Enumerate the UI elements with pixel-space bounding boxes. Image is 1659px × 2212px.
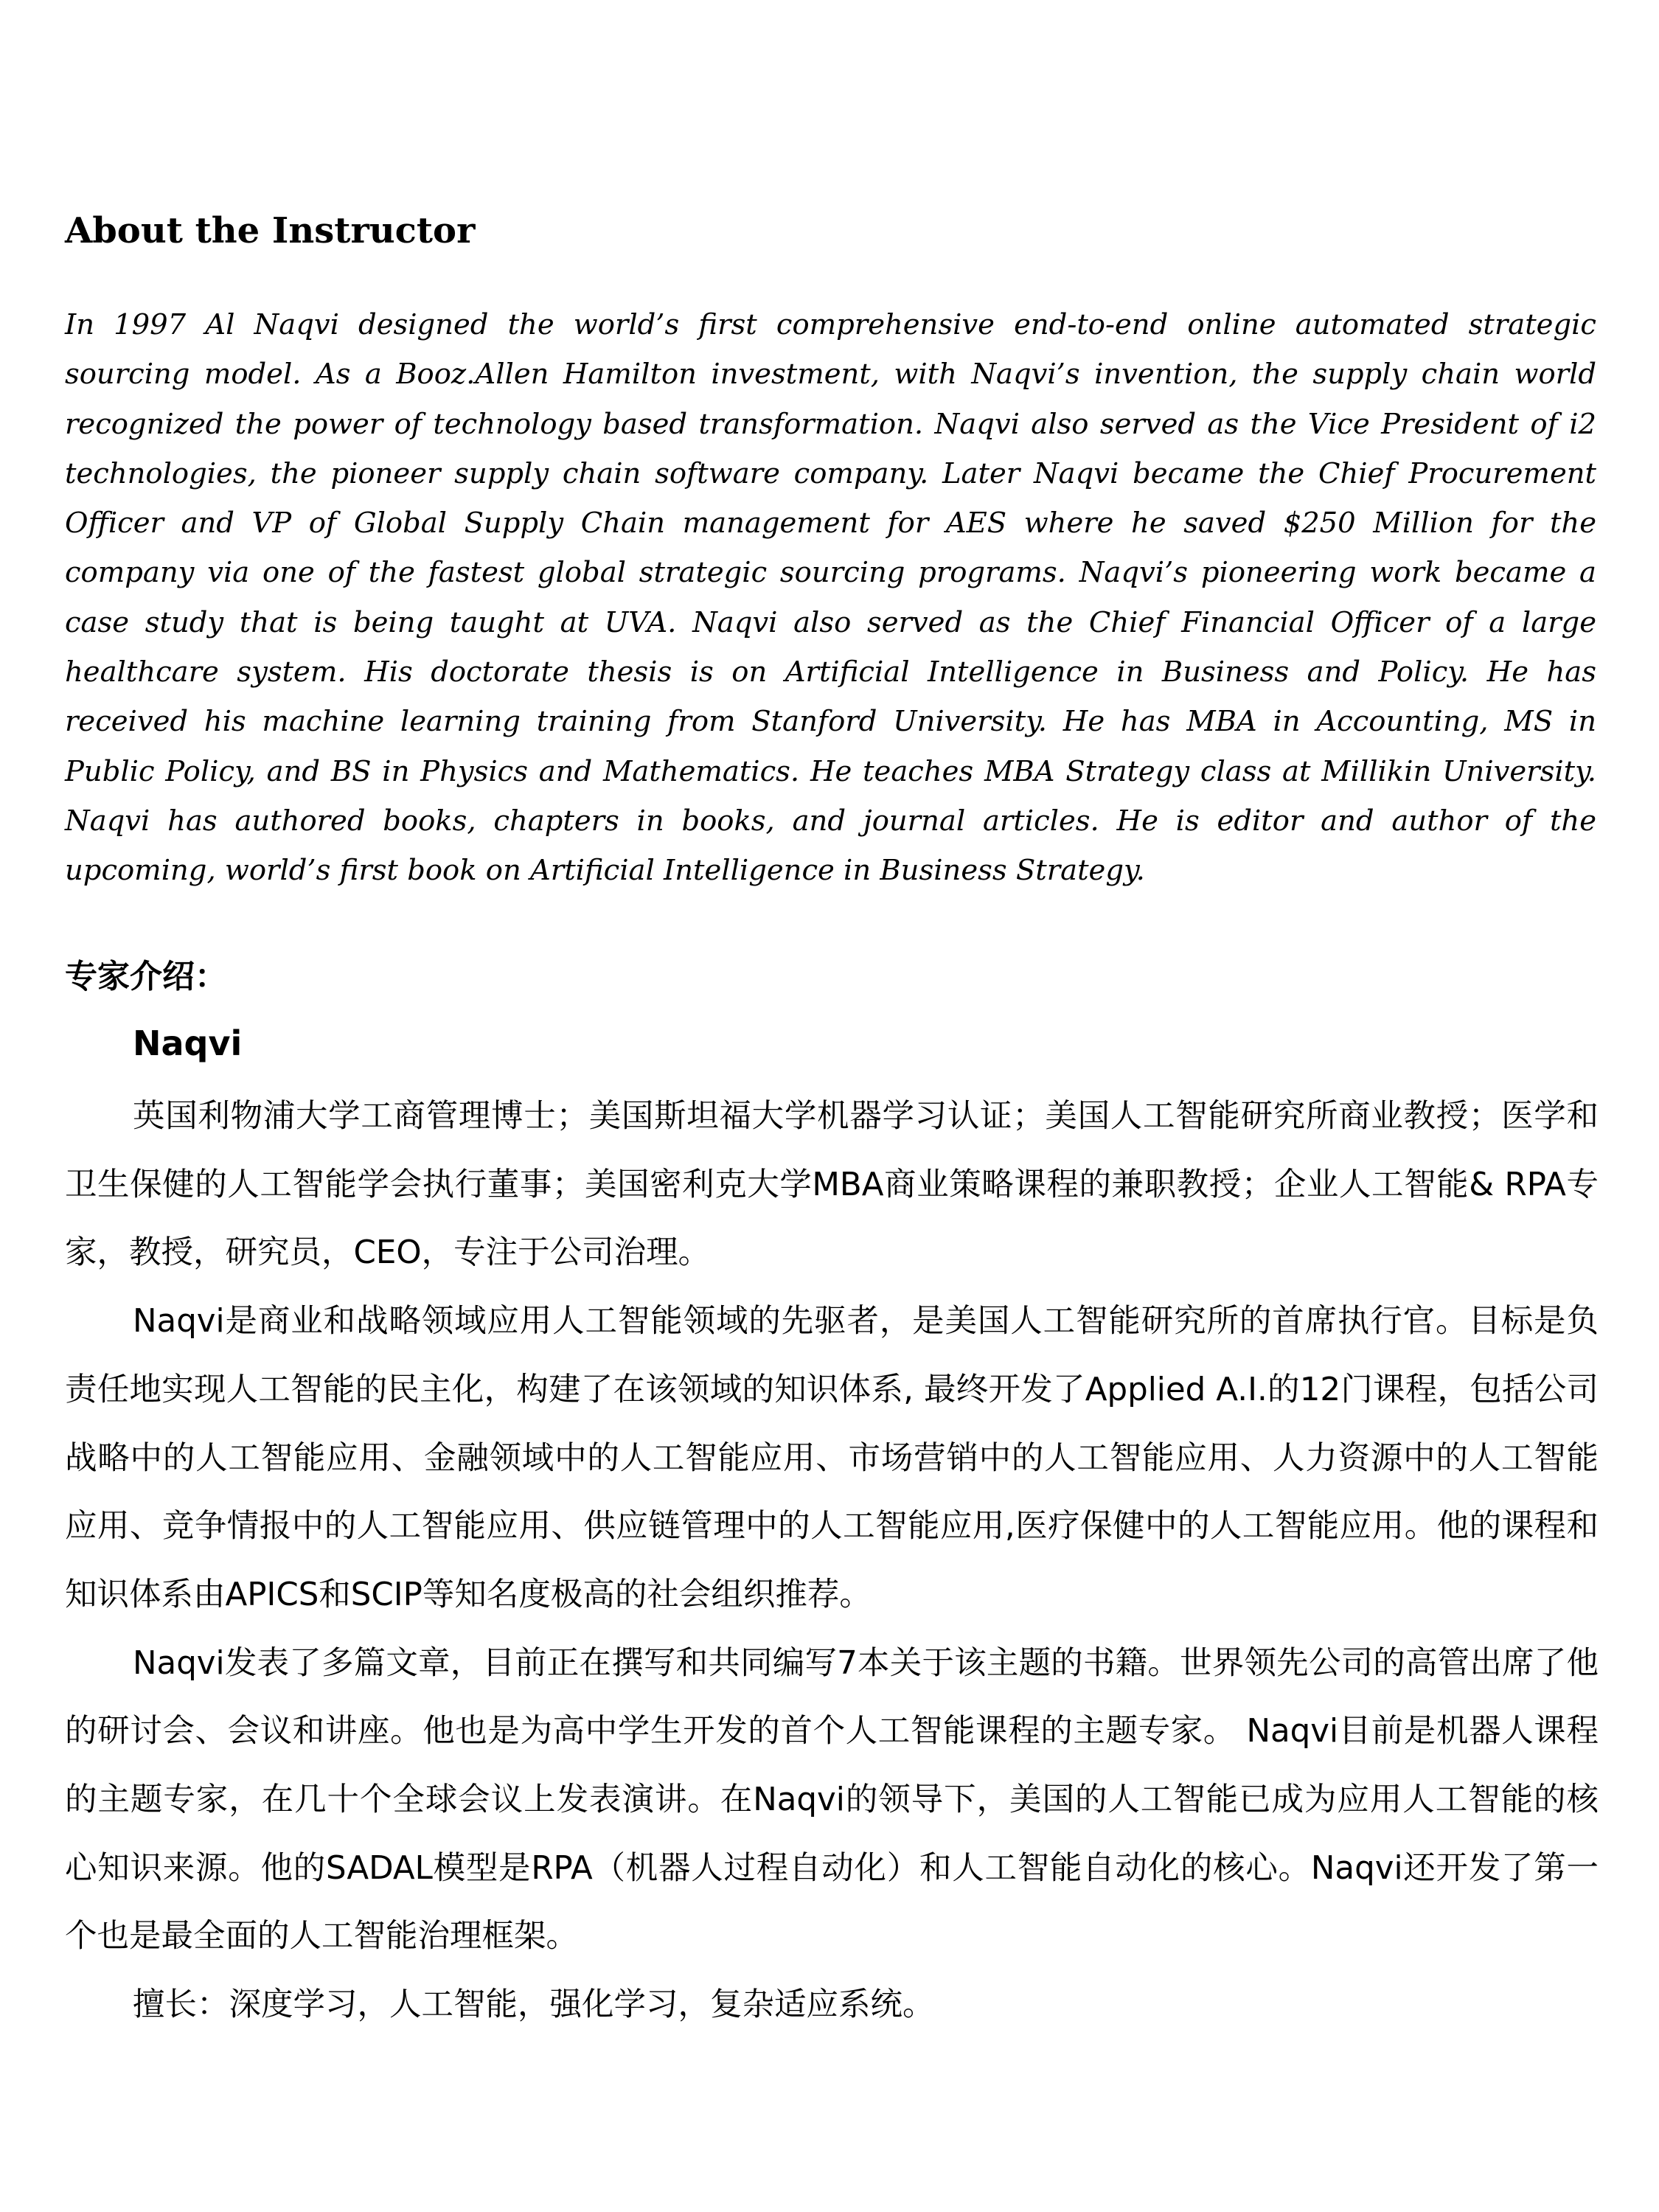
expert-name: Naqvi (133, 1023, 243, 1063)
expert-body (65, 1082, 1599, 2039)
expert-paragraph-specialties: 擅长：深度学习，人工智能，强化学习，复杂适应系统。 (133, 1986, 935, 2024)
expert-paragraph-pioneer: Naqvi是商业和战略领域应用人工智能领域的先驱者，是美国人工智能研究所的首席执行官。目标是负责任地实现人工智能的民主化，构建了在该领域的知识体系, 最终开发了Applied A.I.的12门课程，包括公司战略中的人工智能应用、金融领域中的人工智能应用、市场营销中的人工智能应用、人力资源中的人工智能应用、竞争情报中的人工智能应用、供应链管理中的人工智能应用,医疗保健中的人工智能应用。他的课程和知识体系由APICS和SCIP等知名度极高的社会组织推荐。 (65, 1303, 1599, 1613)
expert-paragraph-publications: Naqvi发表了多篇文章，目前正在撰写和共同编写7本关于该主题的书籍。世界领先公司的高管出席了他的研讨会、会议和讲座。他也是为高中学生开发的首个人工智能课程的主题专家。 Naqvi目前是机器人课程的主题专家，在几十个全球会议上发表演讲。在Naqvi的领导下，美国的人工智能已成为应用人工智能的核心知识来源。他的SADAL模型是RPA（机器人过程自动化）和人工智能自动化的核心。Naqvi还开发了第一个也是最全面的人工智能治理框架。 (65, 1644, 1599, 1955)
expert-paragraph-credentials: 英国利物浦大学工商管理博士；美国斯坦福大学机器学习认证；美国人工智能研究所商业教授；医学和卫生保健的人工智能学会执行董事；美国密利克大学MBA商业策略课程的兼职教授；企业人工智能& RPA专家，教授，研究员，CEO，专注于公司治理。 (65, 1098, 1599, 1272)
about-heading: About the Instructor (65, 210, 476, 251)
expert-heading: 专家介绍： (65, 958, 227, 995)
about-bio-paragraph: In 1997 Al Naqvi designed the world’s first comprehensive end-to-end online automated strategic sourcing model. As a Booz.Allen Hamilton investment, with Naqvi’s invention, the supply chain world recognized the power of technology based transformation. Naqvi also served as the Vice President of i2 technologies, the pioneer supply chain software company. Later Naqvi became the Chief Procurement Officer and VP of Global Supply Chain management for AES where he saved $250 Million for the company via one of the fastest global strategic sourcing programs. Naqvi’s pioneering work became a case study that is being taught at UVA. Naqvi also served as the Chief Financial Officer of a large healthcare system. His doctorate thesis is on Artificial Intelligence in Business and Policy. He has received his machine learning training from Stanford University. He has MBA in Accounting, MS in Public Policy, and BS in Physics and Mathematics. He teaches MBA Strategy class at Millikin University. Naqvi has authored books, chapters in books, and journal articles. He is editor and author of the upcoming, world’s first book on Artificial Intelligence in Business Strategy. (65, 308, 1596, 888)
